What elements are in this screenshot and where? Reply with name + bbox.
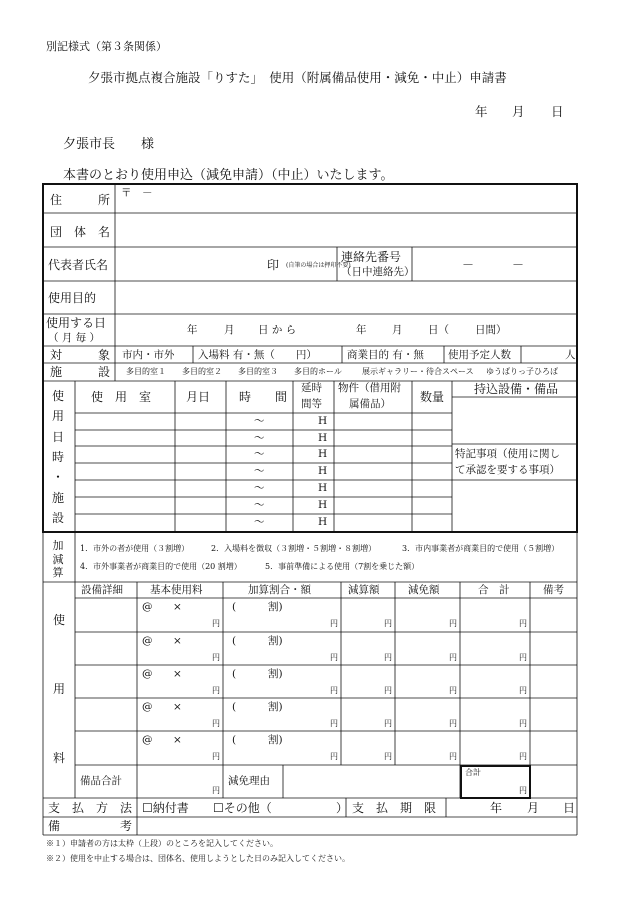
surcharge-side-label [51,540,65,578]
page-title: 夕張市拠点複合施設「りすた」 使用（附属備品使用・減免・中止）申請書 [88,70,507,85]
yen-unit: 円 [449,752,457,761]
target-commercial[interactable]: 商業目的 有・無 [347,349,424,361]
purpose-label: 使用目的 [48,291,97,305]
payment-invoice-checkbox[interactable]: ☐納付書 [142,801,189,815]
pct-open: ( [232,601,237,613]
yen-unit: 円 [212,653,220,662]
yen-unit: 円 [519,752,527,761]
group-name-field[interactable] [116,214,576,246]
lead-sentence: 本書のとおり使用申込（減免申請）（中止）いたします。 [63,168,394,183]
col-item1-header: 物件（借用附 [338,382,401,394]
use-date-field[interactable] [116,315,576,345]
side-char: 減 [52,552,64,566]
addressee: 夕張市長 様 [63,137,155,152]
hour-unit: H [318,516,328,528]
contact-dash-1: － [462,258,475,272]
target-count-unit: 人 [565,349,576,361]
yen-unit: 円 [384,686,392,695]
form-label: 別記様式（第３条関係） [46,40,167,53]
target-label: 対 象 [50,348,111,362]
yen-unit: 円 [212,686,220,695]
surcharge-item-2[interactable]: 2．入場料を徴収（３割増・５割増・８割増） [211,544,377,553]
date-year-label: 年 [475,104,488,119]
col-equipment-header: 持込設備・備品 [474,382,559,396]
yen-unit: 円 [330,619,338,628]
hour-unit: H [318,432,328,444]
payment-other-close: ） [336,801,349,815]
pct-close: 割) [268,601,283,613]
deadline-year: 年 [490,801,503,815]
col-date-header: 月日 [186,390,211,404]
col-room-header: 使 用 室 [91,390,152,404]
pct-open: ( [232,734,237,746]
remarks-label: 備 考 [48,819,133,833]
times-mark: × [173,635,182,647]
hour-unit: H [318,415,328,427]
at-mark: @ [142,668,153,680]
yen-unit: 円 [519,786,527,795]
pct-close: 割) [268,668,283,680]
yen-unit: 円 [449,686,457,695]
hour-unit: H [318,465,328,477]
side-char: ・ [51,470,64,485]
side-char: 設 [51,510,64,525]
yen-unit: 円 [519,719,527,728]
times-mark: × [173,601,182,613]
pct-close: 割) [268,701,283,713]
yen-unit: 円 [212,619,220,628]
yen-unit: 円 [330,752,338,761]
side-char: 加 [52,539,64,552]
yen-unit: 円 [449,619,457,628]
address-label: 住 所 [50,193,111,207]
col-ext1-header: 延時 [301,382,322,394]
facility-label: 施 設 [50,365,111,379]
remarks-field[interactable] [138,818,576,834]
surcharge-item-1[interactable]: 1．市外の者が使用（３割増） [80,544,190,553]
special-notes-field[interactable] [453,481,576,531]
contact-number-field[interactable] [413,248,576,280]
equipment-field[interactable] [453,398,576,443]
time-separator: ～ [254,516,265,528]
group-name-label: 団 体 名 [50,225,111,239]
seal-note: (自筆の場合は押印不要) [286,262,351,269]
fee-col-exemption: 減免額 [408,584,440,596]
hour-unit: H [318,482,328,494]
date-days-count: 日間） [475,324,507,336]
payment-deadline-label: 支 払 期 限 [352,801,437,815]
contact-dash-2: － [512,258,525,272]
postal-mark: 〒 － [121,187,153,199]
fee-col-remarks: 備考 [543,584,564,596]
hour-unit: H [318,499,328,511]
date-to-day: 日（ [428,324,449,336]
side-char: 日 [51,429,64,444]
pct-open: ( [232,701,237,713]
seal-mark: 印 [267,258,280,272]
times-mark: × [173,701,182,713]
yen-unit: 円 [384,619,392,628]
date-from-month: 月 [224,324,235,336]
col-time-header: 時 間 [239,390,288,404]
yen-unit: 円 [330,719,338,728]
side-char: 使 [52,613,65,627]
grand-total-label: 合計 [465,768,481,777]
reduction-reason-label: 減免理由 [228,775,270,787]
side-char: 用 [52,682,65,696]
side-char: 料 [52,751,65,765]
purpose-field[interactable] [116,282,576,313]
yen-unit: 円 [519,653,527,662]
fee-side-label [51,614,67,764]
times-mark: × [173,734,182,746]
col-ext2-header: 間等 [301,398,322,410]
yen-unit: 円 [449,653,457,662]
date-from-day: 日 か ら [258,324,297,336]
time-separator: ～ [254,499,265,511]
equipment-total-label: 備品合計 [80,775,122,787]
date-day-label: 日 [551,104,564,119]
target-expected-count: 使用予定人数 [448,349,511,361]
fee-col-basic: 基本使用料 [150,584,203,596]
use-date-sub-label: （ 月 毎 ） [48,332,101,344]
fee-col-deduction: 減算額 [348,584,380,596]
special-notes-label-2: て承認を要する事項） [455,464,560,476]
side-char: 算 [52,566,64,579]
note-2: ※２）使用を中止する場合は、団体名、使用しようとした日のみ記入してください。 [46,854,350,863]
col-qty-header: 数量 [420,390,445,404]
yen-unit: 円 [212,719,220,728]
surcharge-item-3[interactable]: 3．市内事業者が商業目的で使用（５割増） [402,544,560,553]
deadline-day: 日 [563,801,576,815]
hour-unit: H [318,448,328,460]
contact-sub-label: （日中連絡先） [341,266,415,278]
representative-label: 代表者氏名 [48,258,109,272]
yen-unit: 円 [449,719,457,728]
time-separator: ～ [254,482,265,494]
yen-unit: 円 [519,619,527,628]
yen-unit: 円 [384,752,392,761]
reduction-reason-field[interactable] [284,766,459,797]
facility-room-3[interactable]: 多目的室３ [238,367,278,376]
target-city[interactable]: 市内・市外 [122,349,175,361]
facility-hall[interactable]: 多目的ホール [294,367,342,376]
at-mark: @ [142,601,153,613]
note-1: ※１）申請者の方は太枠（上段）のところを記入してください。 [46,839,278,848]
side-char: 時 [51,449,64,464]
payment-other-checkbox[interactable]: ☐その他（ [213,801,272,815]
time-separator: ～ [254,465,265,477]
pct-close: 割) [268,635,283,647]
date-to-month: 月 [392,324,403,336]
contact-label: 連絡先番号 [341,250,402,264]
side-char: 使 [51,389,64,403]
special-notes-label-1: 特記事項（使用に関し [455,448,560,460]
time-separator: ～ [254,432,265,444]
surcharge-item-5[interactable]: 5．事前準備による使用（7割を乗じた額） [265,562,420,571]
time-separator: ～ [254,448,265,460]
pct-open: ( [232,668,237,680]
pct-open: ( [232,635,237,647]
yen-unit: 円 [519,686,527,695]
fee-col-addition: 加算割合・額 [248,584,311,596]
facility-room-2[interactable]: 多目的室２ [182,367,222,376]
address-field[interactable] [116,186,576,212]
facility-gallery[interactable]: 展示ギャラリー・待合スペース [362,367,474,376]
side-char: 用 [51,409,64,424]
col-item2-header: 属備品） [349,398,391,410]
use-date-label: 使用する日 [46,316,107,330]
yen-unit: 円 [212,752,220,761]
yen-unit: 円 [330,653,338,662]
yen-unit: 円 [384,653,392,662]
facility-kids-plaza[interactable]: ゆうばりっ子ひろば [486,367,558,376]
deadline-month: 月 [527,801,540,815]
date-month-label: 月 [512,104,525,119]
yen-unit: 円 [384,719,392,728]
date-to-year: 年 [356,324,367,336]
at-mark: @ [142,635,153,647]
facility-room-1[interactable]: 多目的室１ [126,367,166,376]
fee-col-total: 合 計 [478,584,510,596]
schedule-side-label [50,390,66,524]
yen-unit: 円 [330,686,338,695]
time-separator: ～ [254,415,265,427]
fee-col-detail: 設備詳細 [81,584,123,596]
date-from-year: 年 [187,324,198,336]
target-entry-fee[interactable]: 入場料 有・無（ 円） [198,349,317,361]
surcharge-item-4[interactable]: 4．市外事業者が商業目的で使用（20 割増） [80,562,242,571]
at-mark: @ [142,701,153,713]
pct-close: 割) [268,734,283,746]
side-char: 施 [51,490,64,505]
at-mark: @ [142,734,153,746]
times-mark: × [173,668,182,680]
yen-unit: 円 [212,786,220,795]
payment-method-label: 支 払 方 法 [48,801,133,815]
